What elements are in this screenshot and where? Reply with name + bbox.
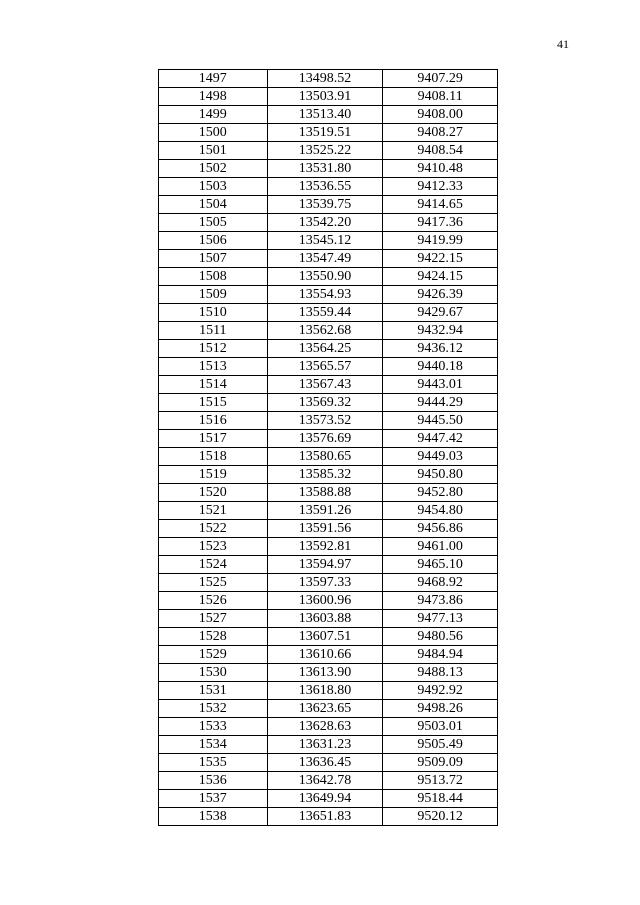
table-cell: 9429.67	[383, 304, 498, 322]
table-row	[159, 448, 498, 466]
table-cell: 9505.49	[383, 736, 498, 754]
table-cell: 9498.26	[383, 700, 498, 718]
table-cell: 13642.78	[267, 772, 383, 790]
table-cell: 1504	[159, 196, 268, 214]
table-row	[159, 142, 498, 160]
table-row	[159, 718, 498, 736]
table-cell: 9520.12	[383, 808, 498, 826]
table-cell: 1534	[159, 736, 268, 754]
table-cell: 13628.63	[267, 718, 383, 736]
table-cell: 1514	[159, 376, 268, 394]
table-cell: 13573.52	[267, 412, 383, 430]
table-cell: 1518	[159, 448, 268, 466]
table-row	[159, 106, 498, 124]
table-cell: 9440.18	[383, 358, 498, 376]
table-cell: 13550.90	[267, 268, 383, 286]
table-cell: 1500	[159, 124, 268, 142]
table-cell: 9477.13	[383, 610, 498, 628]
table-cell: 1511	[159, 322, 268, 340]
data-table	[158, 69, 498, 826]
table-cell: 13569.32	[267, 394, 383, 412]
table-cell: 9407.29	[383, 70, 498, 88]
table-row	[159, 808, 498, 826]
table-row	[159, 430, 498, 448]
table-cell: 13545.12	[267, 232, 383, 250]
table-cell: 13591.56	[267, 520, 383, 538]
table-row	[159, 682, 498, 700]
table-cell: 13649.94	[267, 790, 383, 808]
page-number: 41	[557, 37, 569, 51]
table-cell: 9468.92	[383, 574, 498, 592]
table-cell: 1516	[159, 412, 268, 430]
table-cell: 1502	[159, 160, 268, 178]
table-cell: 13597.33	[267, 574, 383, 592]
table-cell: 1513	[159, 358, 268, 376]
table-cell: 1523	[159, 538, 268, 556]
table-row	[159, 772, 498, 790]
table-cell: 1503	[159, 178, 268, 196]
table-cell: 9408.27	[383, 124, 498, 142]
table-cell: 9408.54	[383, 142, 498, 160]
table-cell: 13565.57	[267, 358, 383, 376]
table-cell: 13588.88	[267, 484, 383, 502]
table-cell: 13564.25	[267, 340, 383, 358]
table-cell: 13585.32	[267, 466, 383, 484]
table-cell: 13547.49	[267, 250, 383, 268]
table-cell: 13562.68	[267, 322, 383, 340]
table-cell: 13607.51	[267, 628, 383, 646]
table-cell: 1499	[159, 106, 268, 124]
table-cell: 13576.69	[267, 430, 383, 448]
table-cell: 9414.65	[383, 196, 498, 214]
table-cell: 9408.00	[383, 106, 498, 124]
table-cell: 1517	[159, 430, 268, 448]
table-cell: 13580.65	[267, 448, 383, 466]
table-row	[159, 538, 498, 556]
table-cell: 1507	[159, 250, 268, 268]
table-cell: 1537	[159, 790, 268, 808]
table-row	[159, 88, 498, 106]
table-row	[159, 412, 498, 430]
table-cell: 13559.44	[267, 304, 383, 322]
table-cell: 13536.55	[267, 178, 383, 196]
table-row	[159, 664, 498, 682]
table-cell: 9443.01	[383, 376, 498, 394]
table-cell: 9452.80	[383, 484, 498, 502]
table-cell: 9503.01	[383, 718, 498, 736]
table-cell: 9419.99	[383, 232, 498, 250]
table-row	[159, 340, 498, 358]
table-cell: 9488.13	[383, 664, 498, 682]
table-cell: 1510	[159, 304, 268, 322]
table-cell: 13603.88	[267, 610, 383, 628]
table-cell: 1528	[159, 628, 268, 646]
table-row	[159, 736, 498, 754]
table-cell: 9454.80	[383, 502, 498, 520]
table-cell: 9417.36	[383, 214, 498, 232]
table-cell: 1535	[159, 754, 268, 772]
table-body	[159, 70, 498, 826]
table-cell: 1524	[159, 556, 268, 574]
table-cell: 1515	[159, 394, 268, 412]
table-cell: 9450.80	[383, 466, 498, 484]
table-cell: 13631.23	[267, 736, 383, 754]
table-cell: 13519.51	[267, 124, 383, 142]
table-row	[159, 358, 498, 376]
table-cell: 9436.12	[383, 340, 498, 358]
table-cell: 13623.65	[267, 700, 383, 718]
table-cell: 1520	[159, 484, 268, 502]
table-row	[159, 790, 498, 808]
table-cell: 9513.72	[383, 772, 498, 790]
table-cell: 9408.11	[383, 88, 498, 106]
table-cell: 13542.20	[267, 214, 383, 232]
table-row	[159, 376, 498, 394]
table-row	[159, 322, 498, 340]
table-cell: 1522	[159, 520, 268, 538]
table-cell: 9412.33	[383, 178, 498, 196]
table-row	[159, 754, 498, 772]
table-row	[159, 232, 498, 250]
table-row	[159, 394, 498, 412]
table-cell: 9509.09	[383, 754, 498, 772]
table-cell: 1531	[159, 682, 268, 700]
table-row	[159, 484, 498, 502]
table-cell: 9518.44	[383, 790, 498, 808]
table-row	[159, 628, 498, 646]
table-cell: 1501	[159, 142, 268, 160]
table-row	[159, 556, 498, 574]
table-cell: 13610.66	[267, 646, 383, 664]
table-cell: 9424.15	[383, 268, 498, 286]
table-cell: 1508	[159, 268, 268, 286]
table-cell: 13539.75	[267, 196, 383, 214]
table-cell: 13592.81	[267, 538, 383, 556]
table-cell: 9410.48	[383, 160, 498, 178]
table-cell: 9445.50	[383, 412, 498, 430]
table-cell: 1521	[159, 502, 268, 520]
table-row	[159, 646, 498, 664]
table-cell: 13591.26	[267, 502, 383, 520]
table-cell: 13636.45	[267, 754, 383, 772]
table-cell: 1498	[159, 88, 268, 106]
table-row	[159, 196, 498, 214]
table-cell: 1529	[159, 646, 268, 664]
table-cell: 1538	[159, 808, 268, 826]
table-cell: 1512	[159, 340, 268, 358]
table-cell: 9444.29	[383, 394, 498, 412]
table-cell: 13618.80	[267, 682, 383, 700]
table-row	[159, 250, 498, 268]
table-cell: 9456.86	[383, 520, 498, 538]
table-row	[159, 520, 498, 538]
table-row	[159, 160, 498, 178]
table-cell: 9480.56	[383, 628, 498, 646]
table-cell: 13531.80	[267, 160, 383, 178]
table-cell: 9426.39	[383, 286, 498, 304]
table-row	[159, 286, 498, 304]
table-row	[159, 178, 498, 196]
table-cell: 1519	[159, 466, 268, 484]
table-cell: 9422.15	[383, 250, 498, 268]
table-cell: 1525	[159, 574, 268, 592]
table-cell: 13498.52	[267, 70, 383, 88]
table-row	[159, 466, 498, 484]
table-cell: 9492.92	[383, 682, 498, 700]
table-cell: 9449.03	[383, 448, 498, 466]
table-row	[159, 214, 498, 232]
table-row	[159, 70, 498, 88]
table-cell: 13651.83	[267, 808, 383, 826]
table-cell: 1505	[159, 214, 268, 232]
table-cell: 13567.43	[267, 376, 383, 394]
table-row	[159, 592, 498, 610]
table-cell: 13503.91	[267, 88, 383, 106]
table-cell: 1536	[159, 772, 268, 790]
table-cell: 1532	[159, 700, 268, 718]
table-cell: 13613.90	[267, 664, 383, 682]
table-cell: 1509	[159, 286, 268, 304]
table-row	[159, 574, 498, 592]
table-cell: 9465.10	[383, 556, 498, 574]
table-row	[159, 304, 498, 322]
table-cell: 9432.94	[383, 322, 498, 340]
table-cell: 13525.22	[267, 142, 383, 160]
table-cell: 1533	[159, 718, 268, 736]
table-cell: 13554.93	[267, 286, 383, 304]
table-cell: 1527	[159, 610, 268, 628]
table-row	[159, 610, 498, 628]
table-cell: 1497	[159, 70, 268, 88]
table-cell: 13594.97	[267, 556, 383, 574]
table-cell: 1526	[159, 592, 268, 610]
table-cell: 13600.96	[267, 592, 383, 610]
table-row	[159, 502, 498, 520]
table-cell: 9473.86	[383, 592, 498, 610]
table-cell: 1506	[159, 232, 268, 250]
table-row	[159, 700, 498, 718]
table-cell: 9484.94	[383, 646, 498, 664]
table-row	[159, 124, 498, 142]
table-cell: 9461.00	[383, 538, 498, 556]
table-cell: 1530	[159, 664, 268, 682]
table-row	[159, 268, 498, 286]
table-cell: 9447.42	[383, 430, 498, 448]
table-cell: 13513.40	[267, 106, 383, 124]
